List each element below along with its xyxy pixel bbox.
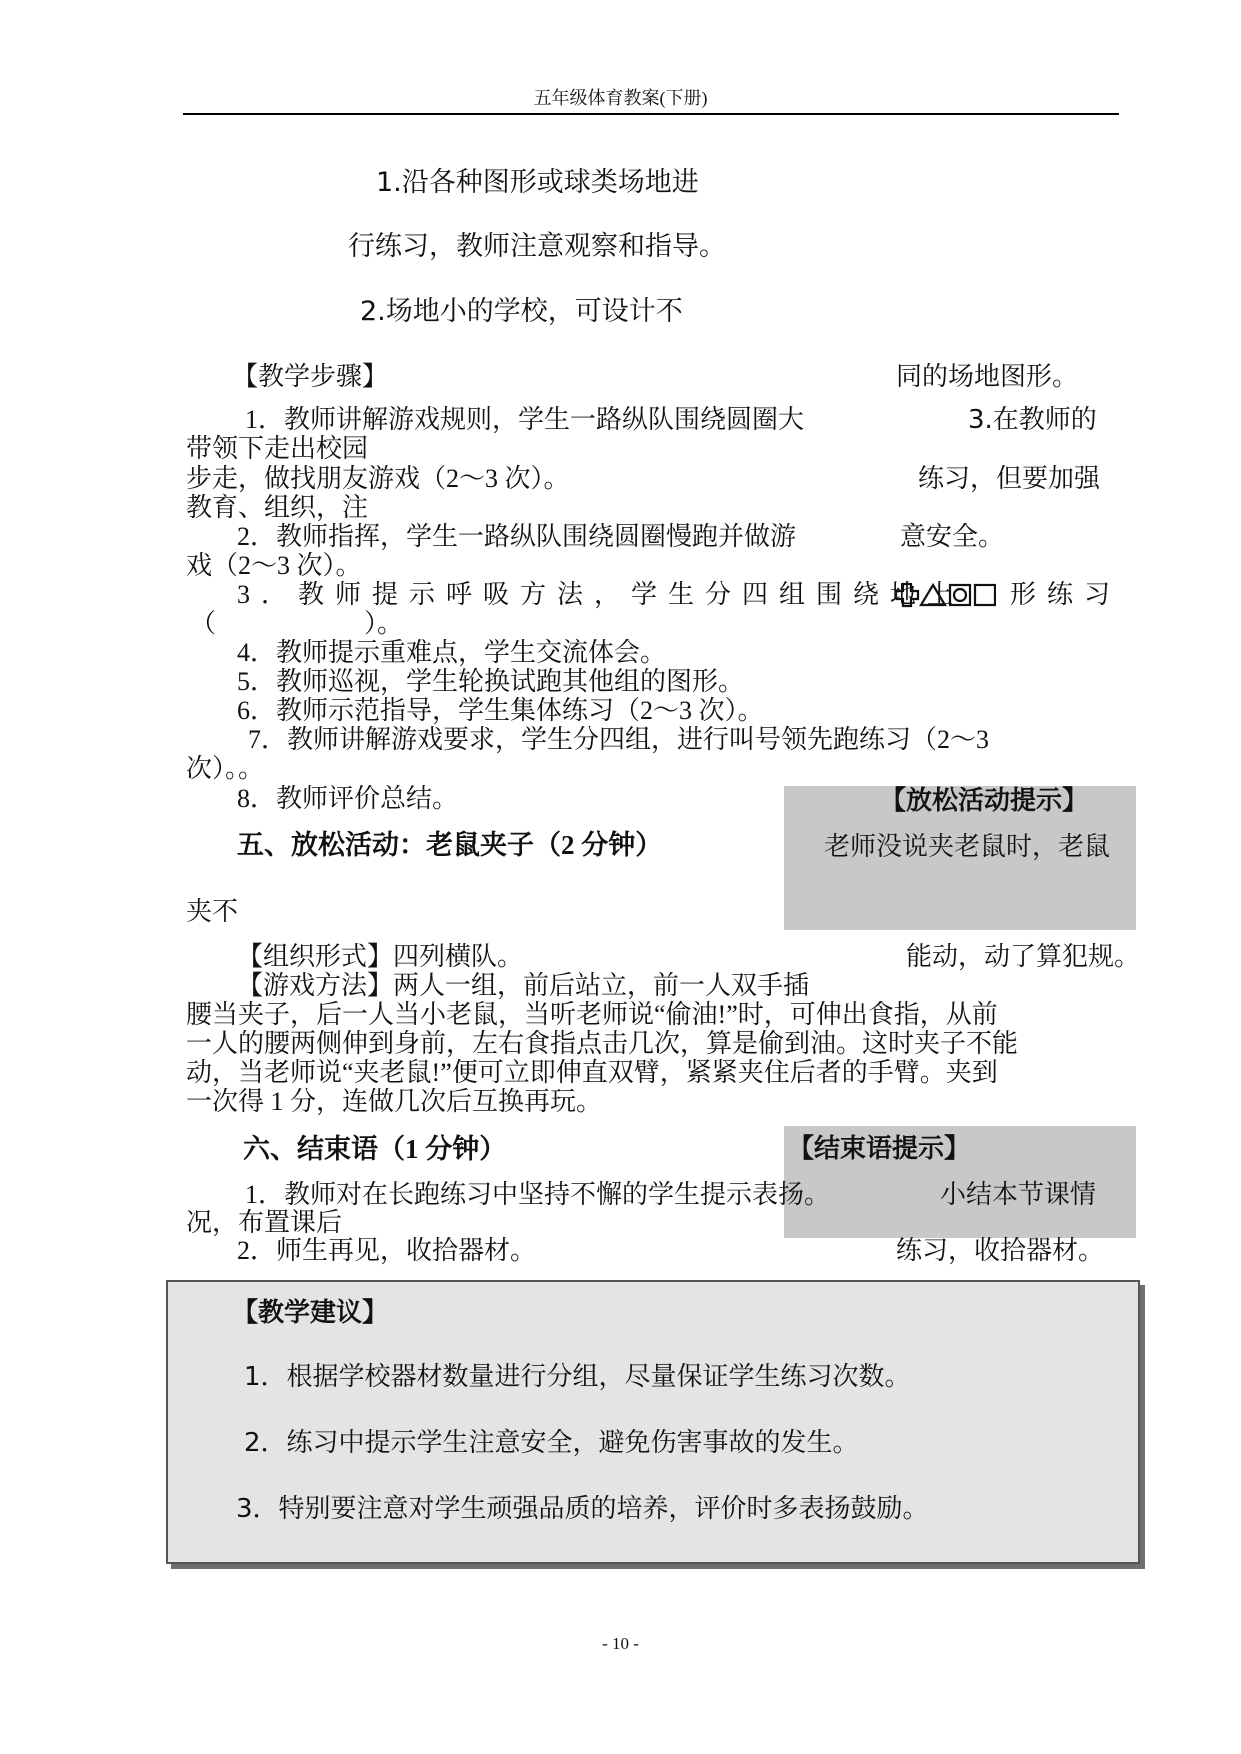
step-4: 4．教师提示重难点，学生交流体会。 [237, 638, 667, 667]
step-3-line-a: 3．教师提示呼吸方法，学生分四组围绕地上 [237, 580, 965, 609]
ending-item-2: 2．师生再见，收拾器材。 [237, 1236, 537, 1265]
step-2-line-b: 戏（2～3 次）。 [186, 551, 362, 580]
step-2-side: 意安全。 [900, 522, 1005, 552]
header-rule [183, 113, 1119, 115]
relax-tips-text-1: 老师没说夹老鼠时，老鼠 [824, 832, 1111, 862]
shape-icons [896, 582, 996, 614]
relax-heading: 五、放松活动：老鼠夹子（2 分钟） [237, 830, 663, 860]
relax-tips-text-2: 夹不 [186, 897, 239, 927]
relax-method-3: 一人的腰两侧伸到身前，左右食指点击几次，算是偷到油。这时夹子不能 [186, 1029, 1019, 1058]
step-5: 5．教师巡视，学生轮换试跑其他组的图形。 [237, 667, 745, 696]
steps-heading: 【教学步骤】 [232, 362, 389, 392]
step-1-line-a: 1．教师讲解游戏规则，学生一路纵队围绕圆圈大 [245, 405, 805, 434]
cross-shape-icon [896, 584, 918, 606]
step-7-line-a: 7．教师讲解游戏要求，学生分四组，进行叫号领先跑练习（2～3 [248, 725, 990, 754]
relax-method-4: 动，当老师说“夹老鼠!”便可立即伸直双臂，紧紧夹住后者的手臂。夹到 [186, 1058, 998, 1087]
suggestion-item-3: 3．特别要注意对学生顽强品质的培养，评价时多表扬鼓励。 [236, 1494, 929, 1524]
step-3-line-d: ）。 [364, 609, 404, 638]
relax-method-1: 【游戏方法】两人一组，前后站立，前一人双手插 [237, 971, 810, 1000]
page-number: - 10 - [602, 1634, 639, 1653]
relax-method-5: 一次得 1 分，连做几次后互换再玩。 [186, 1087, 603, 1116]
note-line-3: 2.场地小的学校，可设计不 [360, 296, 683, 327]
step-1-line-b: 带领下走出校园 [186, 434, 369, 464]
circle-shape-icon [950, 585, 970, 605]
ending-item-1-line-b: 况，布置课后 [186, 1208, 343, 1238]
ending-tips-text-2: 练习，收拾器材。 [896, 1236, 1105, 1266]
step-6: 6．教师示范指导，学生集体练习（2～3 次）。 [237, 696, 764, 725]
suggestion-item-1: 1．根据学校器材数量进行分组，尽量保证学生练习次数。 [244, 1362, 911, 1392]
ending-heading: 六、结束语（1 分钟） [243, 1134, 507, 1164]
triangle-shape-icon [921, 585, 945, 605]
ending-item-1-line-a: 1．教师对在长跑练习中坚持不懈的学生提示表扬。 [245, 1180, 831, 1209]
header-title: 五年级体育教案(下册) [533, 88, 708, 108]
square-shape-icon [975, 585, 995, 605]
ending-tips-label: 【结束语提示】 [788, 1134, 971, 1164]
step-1-side-2: 练习，但要加强 [918, 464, 1101, 494]
note-line-2: 行练习，教师注意观察和指导。 [348, 231, 726, 262]
relax-tips-text-3: 能动，动了算犯规。 [906, 942, 1141, 972]
step-2-line-a: 2．教师指挥，学生一路纵队围绕圆圈慢跑并做游 [237, 522, 797, 551]
relax-tips-label: 【放松活动提示】 [880, 786, 1089, 816]
step-8: 8．教师评价总结。 [237, 784, 459, 813]
suggestion-item-2: 2．练习中提示学生注意安全，避免伤害事故的发生。 [244, 1428, 859, 1458]
relax-org: 【组织形式】四列横队。 [237, 942, 524, 972]
note-line-1: 1.沿各种图形或球类场地进 [376, 167, 699, 198]
step-1-side: 3.在教师的 [968, 405, 1097, 435]
side-note-1: 同的场地图形。 [896, 362, 1079, 392]
step-1-line-c: 步走，做找朋友游戏（2～3 次）。 [186, 464, 570, 493]
step-3-line-b: 形练习 [1010, 580, 1122, 609]
ending-tips-text-1: 小结本节课情 [940, 1180, 1097, 1210]
step-3-line-c: （ [190, 609, 217, 638]
step-1-line-d: 教育、组织，注 [186, 493, 369, 523]
relax-method-2: 腰当夹子，后一人当小老鼠，当听老师说“偷油!”时，可伸出食指，从前 [186, 1000, 998, 1029]
step-7-line-b: 次）。。 [186, 754, 265, 783]
suggestions-heading: 【教学建议】 [232, 1298, 389, 1328]
